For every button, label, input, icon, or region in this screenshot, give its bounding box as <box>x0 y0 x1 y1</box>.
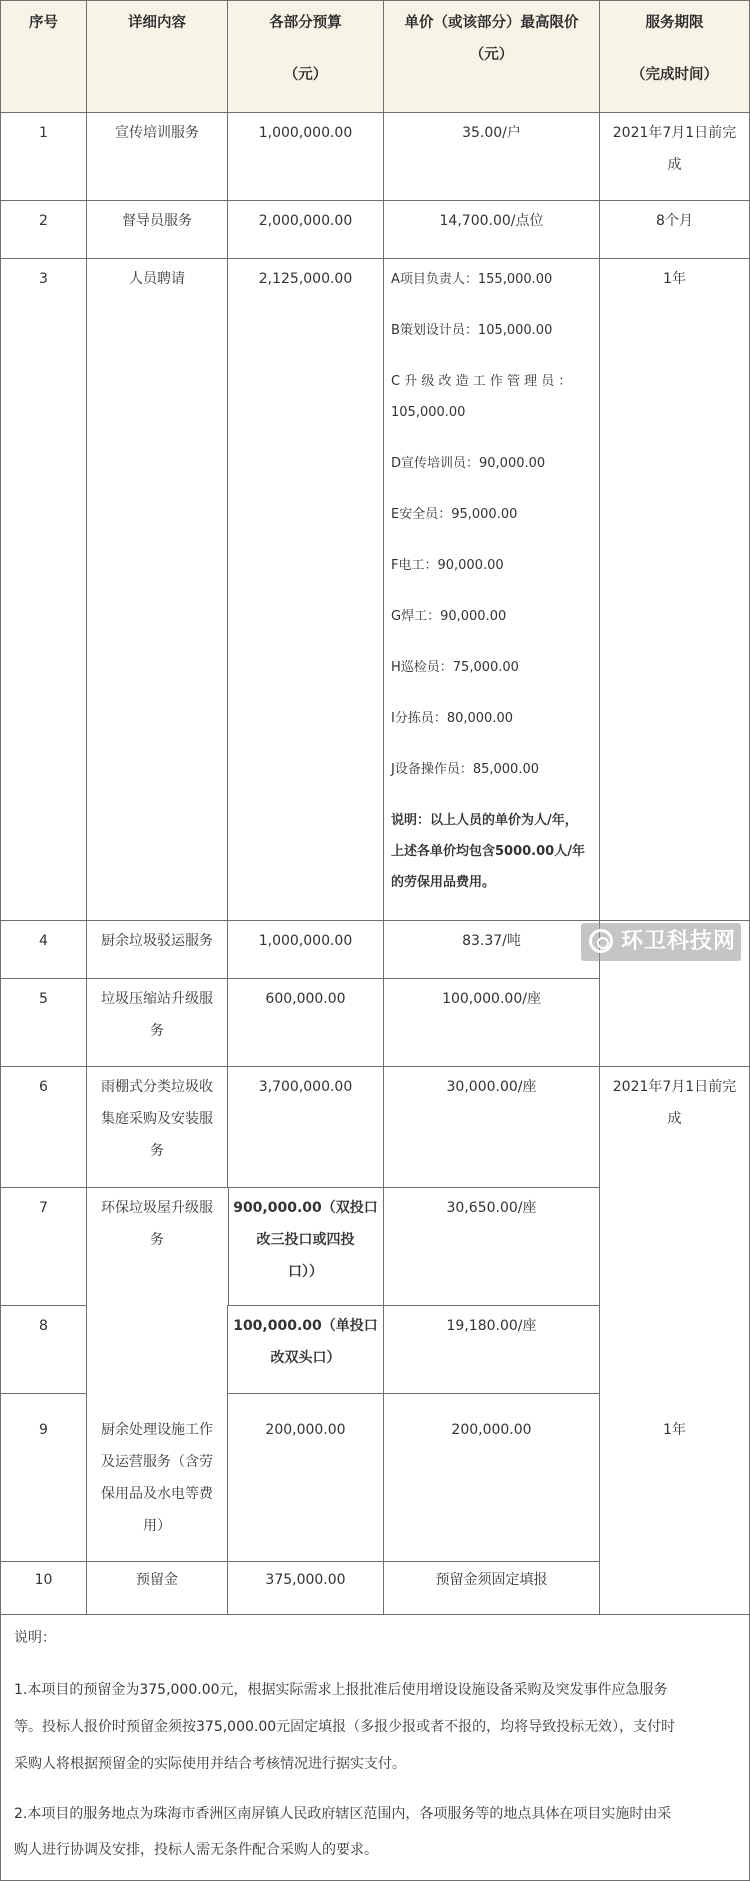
row-3-seq: 3 <box>39 271 48 287</box>
row-2-detail: 督导员服务 <box>122 213 192 229</box>
row-6-seq: 6 <box>39 1079 48 1095</box>
row-5-detail-cont: 务 <box>150 1023 164 1039</box>
row-7-budget-end: 口）） <box>288 1264 323 1280</box>
row-4-price: 83.37/吨 <box>462 933 521 949</box>
watermark <box>581 923 741 961</box>
row-1-term-cont: 成 <box>667 157 682 173</box>
row-2-seq: 2 <box>39 213 48 229</box>
header-budget: 各部分预算 <box>269 15 342 31</box>
price-note-line-1: 说明：以上人员的单价为人/年， <box>391 813 578 828</box>
row-3-budget: 2,125,000.00 <box>258 271 353 287</box>
row-6-budget: 3,700,000.00 <box>258 1079 353 1095</box>
row-7-detail-cont: 务 <box>150 1232 164 1248</box>
watermark-text: 环卫科技网 <box>621 929 737 954</box>
row-9-seq: 9 <box>39 1422 48 1438</box>
header-term: 服务期限 <box>645 15 704 31</box>
header-term-sub: （完成时间） <box>631 67 718 83</box>
row-10-seq: 10 <box>34 1572 53 1588</box>
grid-line <box>227 1393 600 1394</box>
notes-p1-line-1: 1.本项目的预留金为375,000.00元，根据实际需求上报批准后使用增设设施设备采购及突发事件应急服务 <box>14 1682 668 1698</box>
row-2-budget: 2,000,000.00 <box>258 213 353 229</box>
row-7-seq: 7 <box>39 1200 48 1216</box>
row-3-detail: 人员聘请 <box>129 271 185 287</box>
row-4-seq: 4 <box>39 933 48 949</box>
row-5-seq: 5 <box>39 991 48 1007</box>
row-1-term: 2021年7月1日前完 <box>612 125 737 141</box>
row-2-term: 8个月 <box>656 213 693 229</box>
row-10-price: 预留金须固定填报 <box>435 1572 548 1588</box>
price-note-line-3: 的劳保用品费用。 <box>391 875 496 890</box>
notes-p1-line-3: 采购人将根据预留金的实际使用并结合考核情况进行据实支付。 <box>14 1756 406 1772</box>
row-8-price: 19,180.00/座 <box>446 1318 537 1334</box>
grid-line <box>0 1305 87 1306</box>
row-9-detail-end: 用） <box>143 1518 171 1534</box>
price-item-f: F电工：90,000.00 <box>391 558 504 573</box>
price-item-h: H巡检员：75,000.00 <box>391 660 519 675</box>
notes-title: 说明： <box>14 1630 56 1646</box>
header-detail: 详细内容 <box>128 15 186 31</box>
row-6-detail: 雨棚式分类垃圾收 <box>101 1079 213 1095</box>
row-5-budget: 600,000.00 <box>265 991 346 1007</box>
row-7-budget: 900,000.00（双投口 <box>233 1200 378 1216</box>
grid-line <box>0 920 750 921</box>
row-2-price: 14,700.00/点位 <box>439 213 544 229</box>
row-9-price: 200,000.00 <box>451 1422 532 1438</box>
row-9-budget: 200,000.00 <box>265 1422 346 1438</box>
row-6-price: 30,000.00/座 <box>446 1079 537 1095</box>
row-1-detail: 宣传培训服务 <box>115 125 199 141</box>
grid-line <box>0 0 750 1</box>
notes-p1-line-2: 等。投标人报价时预留金须按375,000.00元固定填报（多报少报或者不报的，均将导致投标无效），支付时 <box>14 1719 676 1735</box>
grid-line <box>0 200 750 201</box>
row-9-detail: 厨余处理设施工作 <box>101 1422 213 1438</box>
row-5-price: 100,000.00/座 <box>442 991 541 1007</box>
row-7-budget-cont: 改三投口或四投 <box>256 1232 355 1248</box>
price-item-b: B策划设计员：105,000.00 <box>391 323 553 338</box>
price-item-i: I分拣员：80,000.00 <box>391 711 513 726</box>
notes-p2-line-1: 2.本项目的服务地点为珠海市香洲区南屏镇人民政府辖区范围内，各项服务等的地点具体在项目实施时由采 <box>14 1806 672 1822</box>
header-budget-unit: （元） <box>283 67 328 83</box>
grid-line <box>0 258 750 259</box>
row-10-budget: 375,000.00 <box>265 1572 346 1588</box>
row-7-detail: 环保垃圾屋升级服 <box>101 1200 213 1216</box>
row-6-detail-cont: 集庭采购及安装服 <box>101 1111 213 1127</box>
grid-line <box>86 0 87 1614</box>
row-1-budget: 1,000,000.00 <box>258 125 353 141</box>
price-item-c-value: 105,000.00 <box>391 405 466 420</box>
price-note-line-2: 上述各单价均包含5000.00人/年 <box>391 844 585 859</box>
grid-line <box>0 1066 750 1067</box>
grid-line <box>227 1305 600 1306</box>
row-5-detail: 垃圾压缩站升级服 <box>101 991 213 1007</box>
price-item-j: J设备操作员：85,000.00 <box>391 762 539 777</box>
grid-line <box>0 1187 600 1188</box>
row-4-budget: 1,000,000.00 <box>258 933 353 949</box>
row-8-budget: 100,000.00（单投口 <box>233 1318 378 1334</box>
row-9-detail-cont: 及运营服务（含劳 <box>101 1454 213 1470</box>
row-1-price: 35.00/户 <box>462 125 521 141</box>
grid-line <box>0 1614 750 1615</box>
header-seq: 序号 <box>29 15 58 31</box>
header-price-unit: （元） <box>469 47 514 63</box>
grid-line <box>0 1561 600 1562</box>
row-3-term: 1年 <box>663 271 686 287</box>
watermark-logo-icon <box>589 929 613 953</box>
notes-p2-line-2: 购人进行协调及安排，投标人需无条件配合采购人的要求。 <box>14 1842 378 1858</box>
grid-line <box>0 112 750 113</box>
price-item-c: C 升 级 改 造 工 作 管 理 员 ： <box>391 374 572 389</box>
price-item-e: E安全员：95,000.00 <box>391 507 518 522</box>
row-6-term: 2021年7月1日前完 <box>612 1079 737 1095</box>
row-6-detail-end: 务 <box>150 1143 164 1159</box>
row-10-detail: 预留金 <box>136 1572 178 1588</box>
row-1-seq: 1 <box>39 125 48 141</box>
row-8-budget-cont: 改双头口） <box>270 1350 341 1366</box>
price-item-a: A项目负责人：155,000.00 <box>391 272 553 287</box>
price-item-g: G焊工：90,000.00 <box>391 609 507 624</box>
row-7-price: 30,650.00/座 <box>446 1200 537 1216</box>
price-item-d: D宣传培训员：90,000.00 <box>391 456 546 471</box>
row-9-detail-cont-2: 保用品及水电等费 <box>101 1486 213 1502</box>
grid-line <box>599 0 600 1614</box>
row-6-term-cont: 成 <box>667 1111 682 1127</box>
grid-line <box>0 1393 87 1394</box>
row-9-term: 1年 <box>663 1422 686 1438</box>
grid-line <box>0 978 600 979</box>
row-4-detail: 厨余垃圾驳运服务 <box>101 933 213 949</box>
header-price: 单价（或该部分）最高限价 <box>404 15 579 31</box>
row-8-seq: 8 <box>39 1318 48 1334</box>
